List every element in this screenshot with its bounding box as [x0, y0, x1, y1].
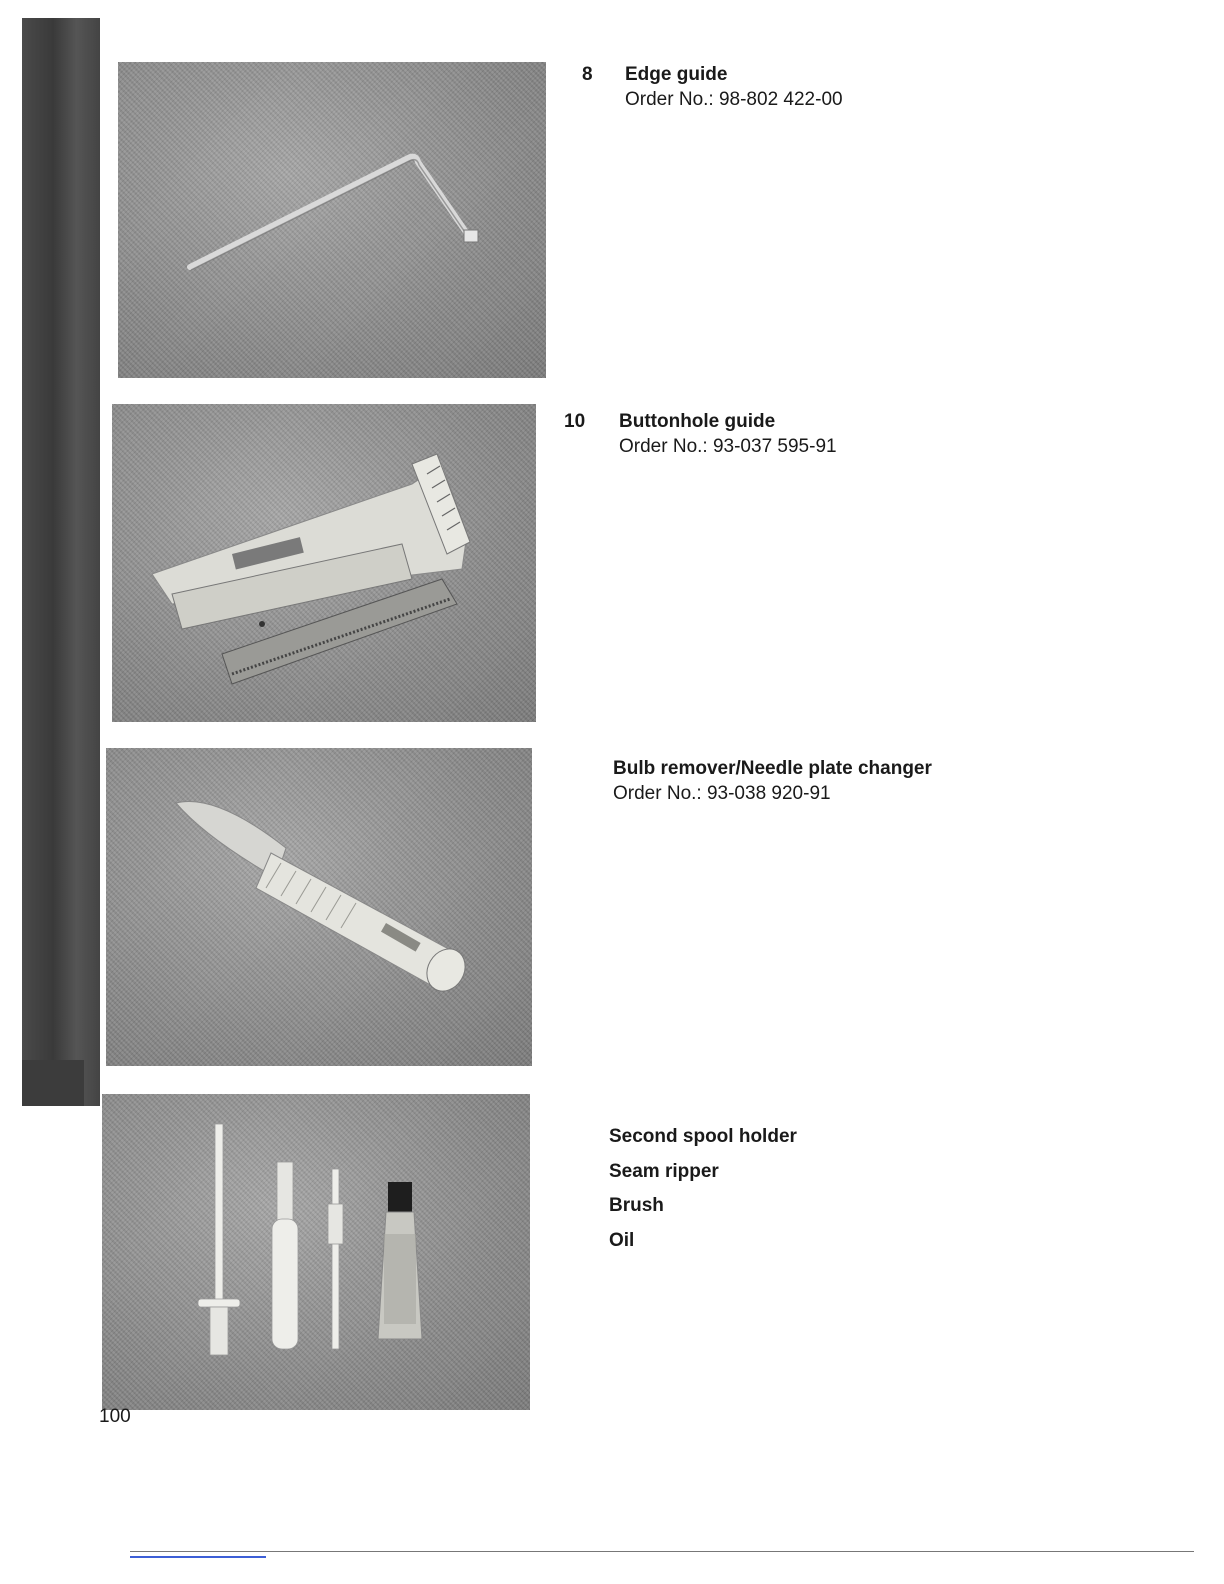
margin-tab-bar: [22, 18, 100, 1106]
bulb-remover-photo: [106, 748, 532, 1066]
item-number: 10: [564, 411, 586, 432]
accessory-item: Oil: [609, 1229, 635, 1251]
bottom-rule: [130, 1551, 1194, 1552]
bulb-remover-entry: [613, 758, 932, 805]
bottom-rule-accent: [130, 1556, 266, 1558]
item-number: 8: [582, 64, 593, 85]
edge-guide-photo: [118, 62, 546, 378]
page-number: 100: [99, 1406, 131, 1427]
accessories-photo: [102, 1094, 530, 1410]
item-name: Bulb remover/Needle plate changer: [613, 758, 932, 779]
accessory-list: [609, 1126, 797, 1264]
margin-tab-bar-end: [22, 1060, 84, 1106]
order-number: Order No.: 93-038 920-91: [613, 783, 831, 804]
buttonhole-guide-illustration: [112, 404, 536, 722]
accessories-illustration: [102, 1094, 530, 1410]
item-name: Buttonhole guide: [619, 411, 776, 432]
bulb-remover-illustration: [106, 748, 532, 1066]
edge-guide-illustration: [118, 62, 546, 378]
accessory-item: Brush: [609, 1195, 664, 1216]
buttonhole-guide-photo: [112, 404, 536, 722]
order-number: Order No.: 98-802 422-00: [625, 89, 843, 110]
accessory-item: Second spool holder: [609, 1126, 797, 1147]
edge-guide-entry: [582, 64, 843, 111]
buttonhole-guide-entry: [564, 411, 837, 458]
accessory-item: Seam ripper: [609, 1160, 719, 1182]
item-name: Edge guide: [625, 64, 728, 85]
order-number: Order No.: 93-037 595-91: [619, 436, 837, 457]
